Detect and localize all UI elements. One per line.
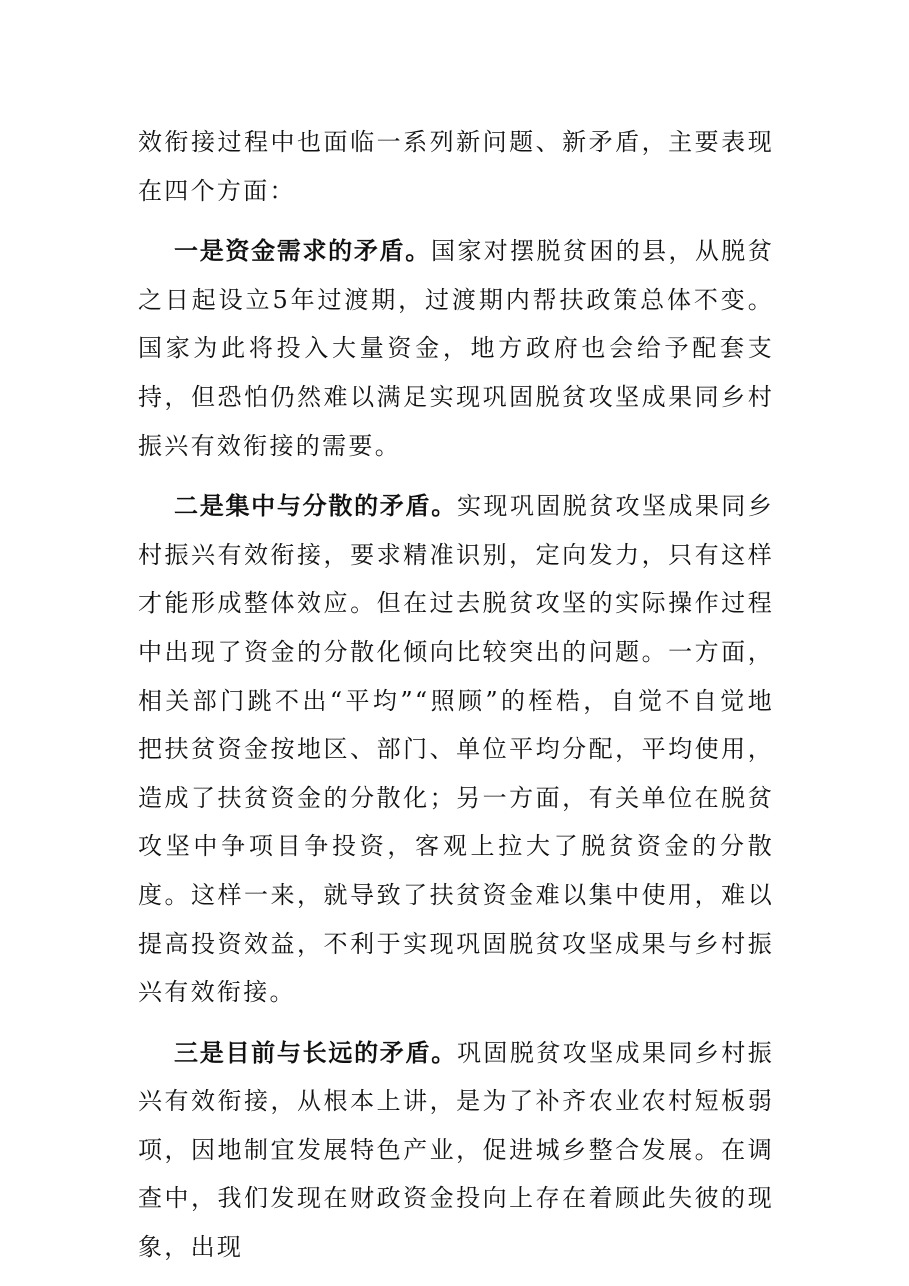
intro-paragraph: 效衔接过程中也面临一系列新问题、新矛盾，主要表现在四个方面： [138, 128, 774, 205]
paragraph-gap [138, 215, 774, 227]
section-body-funding: 国家对摆脱贫困的县，从脱贫之日起设立5年过渡期，过渡期内帮扶政策总体不变。国家为此将投入大量资金，地方政府也会给予配套支持，但恐怕仍然难以满足实现巩固脱贫攻坚成果同乡村振兴有效衔接的需要。 [138, 237, 774, 460]
section-paragraph-concentration [138, 482, 774, 1017]
section-heading-concentration: 二是集中与分散的矛盾。 [174, 492, 457, 521]
section-paragraph-longterm [138, 1029, 774, 1272]
paragraph-gap [138, 1017, 774, 1029]
paragraph-gap [138, 470, 774, 482]
section-heading-funding: 一是资金需求的矛盾。 [174, 237, 431, 266]
section-heading-longterm: 三是目前与长远的矛盾。 [174, 1038, 457, 1067]
section-body-longterm: 巩固脱贫攻坚成果同乡村振兴有效衔接，从根本上讲，是为了补齐农业农村短板弱项，因地制宜发展特色产业，促进城乡整合发展。在调查中，我们发现在财政资金投向上存在着顾此失彼的现象，出现 [138, 1038, 774, 1262]
section-paragraph-funding [138, 227, 774, 470]
document-page [138, 118, 774, 1272]
section-body-concentration: 实现巩固脱贫攻坚成果同乡村振兴有效衔接，要求精准识别，定向发力，只有这样才能形成整体效应。但在过去脱贫攻坚的实际操作过程中出现了资金的分散化倾向比较突出的问题。一方面，相关部门跳不出“平均”“照顾”的桎梏，自觉不自觉地把扶贫资金按地区、部门、单位平均分配，平均使用，造成了扶贫资金的分散化；另一方面，有关单位在脱贫攻坚中争项目争投资，客观上拉大了脱贫资金的分散度。这样一来，就导致了扶贫资金难以集中使用，难以提高投资效益，不利于实现巩固脱贫攻坚成果与乡村振兴有效衔接。 [138, 492, 774, 1007]
